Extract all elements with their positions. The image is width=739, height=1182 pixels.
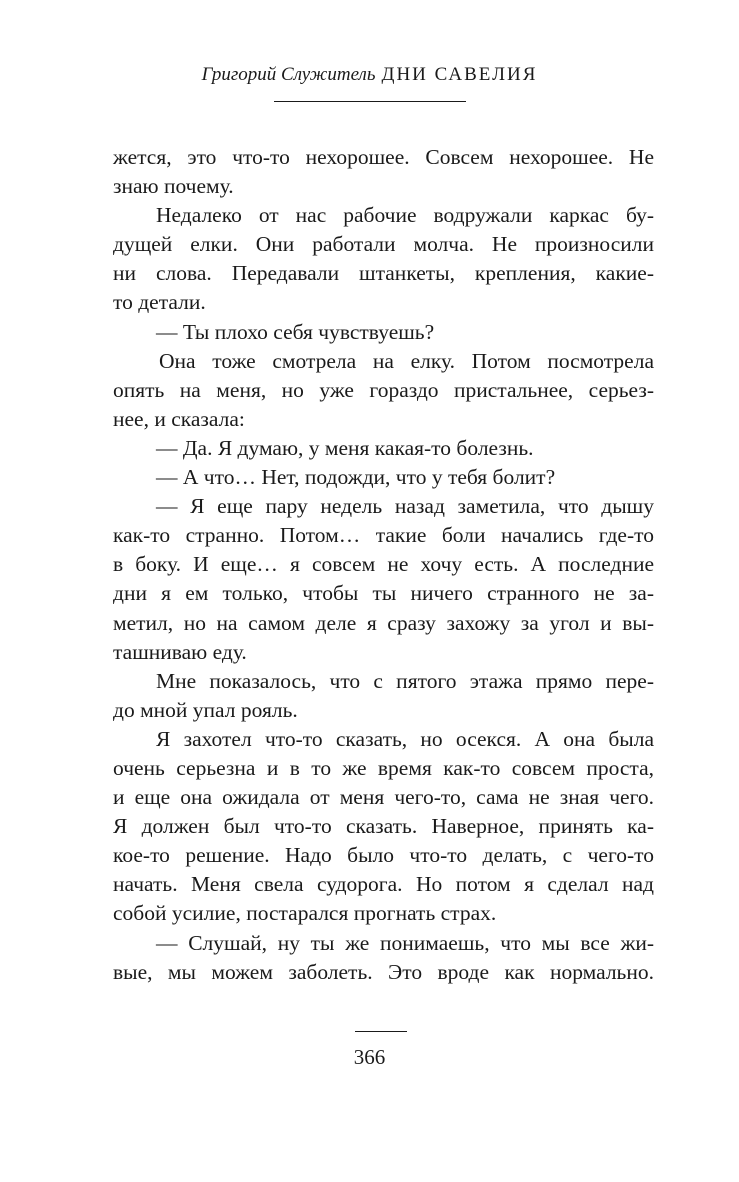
text-line: ни слова. Передавали штанкеты, крепления, какие- <box>113 261 654 286</box>
text-line: начать. Меня свела судорога. Но потом я сделал над <box>113 872 654 897</box>
text-line: Я захотел что-то сказать, но осекся. А она была <box>156 726 654 751</box>
text-line: — А что… Нет, подожди, что у тебя болит? <box>156 465 556 490</box>
text-line: Она тоже смотрела на елку. Потом посмотрела <box>159 348 654 373</box>
text-line: очень серьезна и в то же время как-то совсем проста, <box>113 755 654 780</box>
text-line: то детали. <box>113 290 206 315</box>
text-line: метил, но на самом деле я сразу захожу за угол и вы- <box>113 610 654 635</box>
page-number: 366 <box>353 1045 386 1069</box>
text-line: вые, мы можем заболеть. Это вроде как нормально. <box>113 959 654 984</box>
text-line: знаю почему. <box>113 174 234 199</box>
page-number-divider <box>355 1031 407 1032</box>
text-line: ташниваю еду. <box>113 639 247 664</box>
text-line: нее, и сказала: <box>113 406 245 431</box>
header-divider <box>274 101 466 102</box>
text-line: и еще она ожидала от меня чего-то, сама не зная чего. <box>113 785 654 810</box>
header-author: Григорий Служитель <box>201 64 376 85</box>
text-line: до мной упал рояль. <box>113 697 298 722</box>
running-header <box>0 62 739 88</box>
text-line: кое-то решение. Надо было что-то делать, с чего-то <box>113 843 654 868</box>
text-line: дущей елки. Они работали молча. Не произносили <box>113 232 654 257</box>
text-line: — Я еще пару недель назад заметила, что дышу <box>156 494 654 519</box>
text-line: собой усилие, постарался прогнать страх. <box>113 901 497 926</box>
text-line: как-то странно. Потом… такие боли начались где-то <box>113 523 654 548</box>
header-book-title: ДНИ САВЕЛИЯ <box>381 64 538 85</box>
text-line: жется, это что-то нехорошее. Совсем нехорошее. Не <box>113 145 654 169</box>
text-line: — Да. Я думаю, у меня какая-то болезнь. <box>156 435 534 460</box>
body-text <box>113 143 654 987</box>
text-line: Недалеко от нас рабочие водружали каркас бу- <box>156 203 654 228</box>
text-line: в боку. И еще… я совсем не хочу есть. А последние <box>113 552 654 577</box>
text-line: — Ты плохо себя чувствуешь? <box>156 319 435 344</box>
text-line: Я должен был что-то сказать. Наверное, принять ка- <box>113 814 654 839</box>
text-line: опять на меня, но уже гораздо пристальнее, серьез- <box>113 377 654 402</box>
text-line: дни я ем только, чтобы ты ничего странного не за- <box>113 581 654 606</box>
text-line: Мне показалось, что с пятого этажа прямо пере- <box>156 668 654 693</box>
text-line: — Слушай, ну ты же понимаешь, что мы все жи- <box>156 930 654 955</box>
